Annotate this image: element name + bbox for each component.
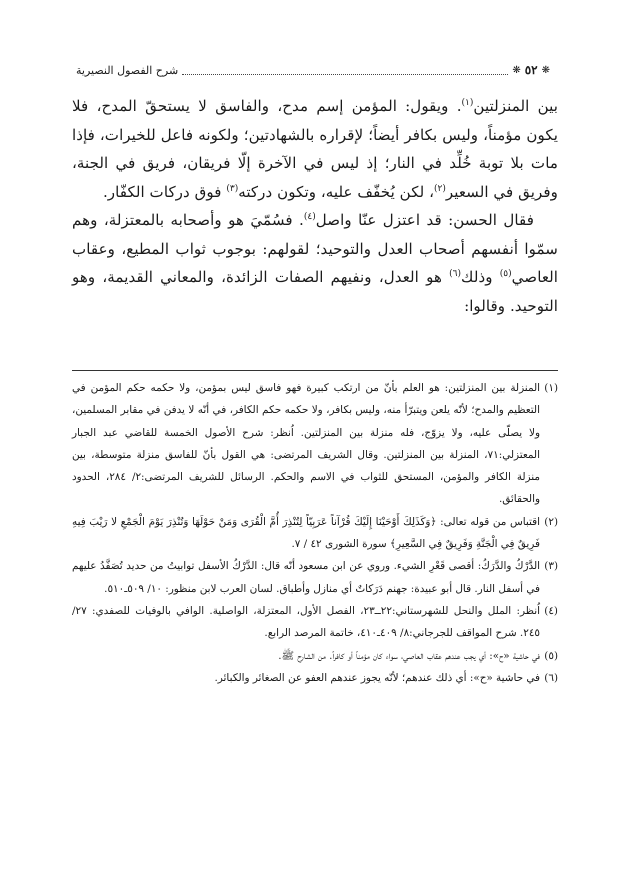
main-text <box>72 92 558 320</box>
footnote-2 <box>72 511 558 556</box>
footnote-ref-1: (١) <box>461 97 474 108</box>
footnote-3 <box>72 555 558 600</box>
footnote-separator <box>72 370 558 371</box>
footnote-ref-2: (٢) <box>433 183 446 194</box>
footnote-text: اقتباس من قوله تعالى: ﴿وَكَذَلِكَ أَوْحَيْنَا إِلَيْكَ قُرْآناً عَرَبِيّاً لِتُنْذِرَ أُمَّ الْقُرَى وَمَنْ حَوْلَهَا وَتُنْذِرَ يَوْمَ الْجَمْعِ لا رَيْبَ فِيهِ فَرِيقٌ فِي الْجَنَّةِ وَفَرِيقٌ فِي السَّعِيرِ﴾ سورة الشورى ٤٢ / ٧. <box>72 515 540 551</box>
footnote-ref-4: (٤) <box>303 211 316 222</box>
footnote-text: في حاشية «ح»: أي ذلك عندهم؛ لأنّه يجوز عندهم العفو عن الصغائر والكبائر. <box>214 671 540 684</box>
footnote-6 <box>72 667 558 689</box>
ornament-right-icon: ❋ <box>541 64 550 76</box>
text-segment: ، لكن يُخفّف عليه، وتكون دركته <box>238 182 434 201</box>
running-header <box>72 58 550 82</box>
footnote-ref-3: (٣) <box>226 183 239 194</box>
page-number: ٥٢ <box>524 63 538 77</box>
footnote-text: الدَّرْكُ والدَّرَكُ: أقصى قَعْرِ الشيء. وروي عن ابن مسعود أنّه قال: الدَّرْكُ الأسفل توابيتُ من حديد تُصَفَّدُ عليهم في أسفل النار. قال أبو عبيدة: جهنم دَرَكاتٌ أي منازل وأطباق. لسان العرب لابن منظور: ١٠/ ٥٠٩ـ٥١٠. <box>72 560 540 595</box>
footnote-number: (٤) <box>544 604 558 617</box>
text-segment: فوق دركات الكفّار. <box>102 182 227 201</box>
footnote-4 <box>72 600 558 645</box>
footnote-text: اُنظر: الملل والنحل للشهرستاني:٢٢ــ٢٣، الفصل الأول، المعتزلة، الواصلية. الوافي بالوفيات للصفدي: ٢٧/ ٢٤٥. شرح المواقف للجرجاني:٨/ ٤٠٩ـ٤١٠، خاتمة المرصد الرابع. <box>72 604 540 640</box>
footnote-number: (١) <box>544 382 558 394</box>
footnote-ref-6: (٦) <box>449 268 462 279</box>
text-segment: وذلك <box>461 268 500 286</box>
footnote-5 <box>72 645 558 667</box>
text-segment: . ويقول: المؤمن إسم مدح، والفاسق لا يستحقّ المدح، فلا يكون مؤمناً، وليس بكافر أيضاً؛ لإقراره بالشهادتين؛ ولكونه فاعل للخيرات، فإذا مات بلا توبة خُلِّد في النار؛ إذ ليس في الآخرة إلّا فريقان، فريق في الجنة، وفريق في السعير <box>72 97 558 201</box>
header-dot-leader <box>182 66 508 75</box>
footnote-ref-5: (٥) <box>499 268 512 279</box>
footnote-number: (٢) <box>544 515 558 528</box>
footnote-number: (٦) <box>544 671 558 684</box>
text-segment: بين المنزلتين <box>473 97 558 115</box>
footnote-number: (٣) <box>544 560 558 573</box>
footnote-text: المنزلة بين المنزلتين: هو العلم بأنّ من ارتكب كبيرة فهو فاسق ليس بمؤمن، ولا حكمه حكم المؤمن في التعظيم والمدح؛ لأنّه يلعن ويتبرّأ منه، وليس بكافر، ولا حكمه حكم الكافر، في أنّه لا يدفن في مقابر المسلمين، ولا يصلّى عليه، ولا يزوّج، فله منزلة بين المنزلتين. اُنظر: شرح الأصول الخمسة للقاضي عبد الجبار المعتزلي:٧١، المنزلة بين المنزلتين. وقال الشريف المرتضى: هي القول بأنّ للفاسق منزلة متوسطة، بين منزلة الكافر والمؤمن، المستحق للثواب في الاسم والحكم. الرسائل للشريف المرتضى:٢/ ٢٨٤، الحدود والحقائق. <box>72 382 540 506</box>
paragraph-2 <box>72 206 558 320</box>
footnote-number: (٥) <box>544 649 558 662</box>
text-segment: فقال الحسن: قد اعتزل عنّا واصل <box>315 211 535 229</box>
footnote-text: في حاشية «ح»: أي يجب عندهم عقاب العاصي، سواء كان مؤمناً أو كافراً. من الشارح ﷺ. <box>278 649 540 662</box>
book-title: شرح الفصول النصيرية <box>76 63 179 77</box>
paragraph-1 <box>72 92 558 206</box>
footnotes <box>72 377 558 689</box>
ornament-left-icon: ❋ <box>512 64 521 76</box>
text-segment: . فسُمّيَ هو وأصحابه بالمعتزلة، وهم سمّوا أنفسهم أصحاب العدل والتوحيد؛ لقولهم: بوجوب ثواب المطيع، وعقاب العاصي <box>72 211 558 286</box>
text-segment: هو العدل، ونفيهم الصفات الزائدة، والمعاني القديمة، وهو التوحيد. وقالوا: <box>72 268 558 315</box>
footnote-1 <box>72 377 558 511</box>
